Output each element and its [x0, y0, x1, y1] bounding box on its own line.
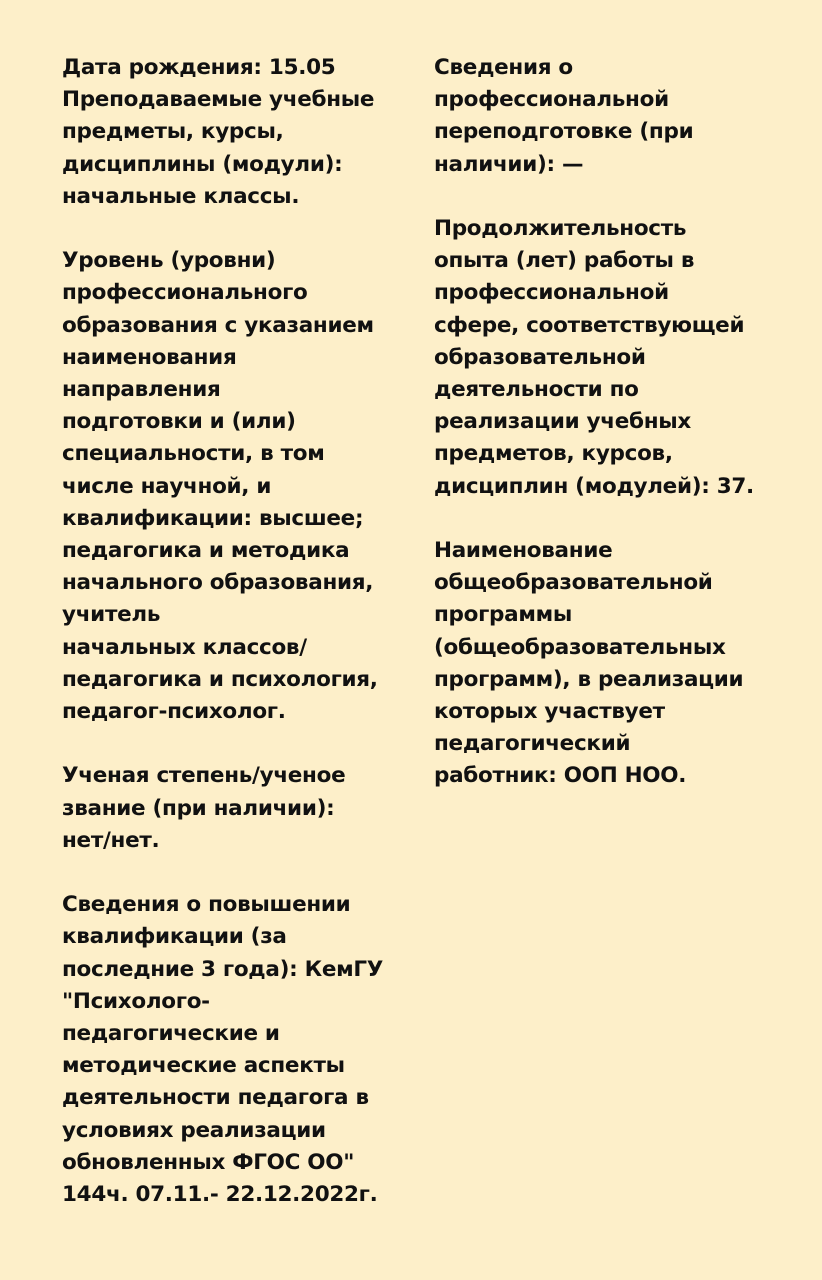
academic-degree: [62, 760, 420, 857]
text-line: начального образования,: [62, 570, 374, 596]
right-column: [434, 52, 814, 825]
text-line: звание (при наличии):: [62, 795, 335, 821]
text-line: Продолжительность: [434, 216, 687, 241]
text-line: начальные классы.: [62, 183, 300, 209]
birth-date-and-subjects: [62, 52, 420, 213]
text-line: (общеобразовательных: [434, 634, 726, 660]
text-line: числе научной, и: [62, 473, 272, 499]
text-line: дисциплины (модули):: [62, 151, 343, 177]
text-line: педагог-психолог.: [62, 699, 286, 725]
text-line: направления: [62, 377, 221, 403]
text-line: образовательной: [434, 344, 646, 370]
text-line: Уровень (уровни): [62, 248, 276, 274]
text-line: педагогический: [434, 731, 631, 757]
text-line: обновленных ФГОС ОО": [62, 1149, 355, 1175]
text-line: педагогические и: [62, 1021, 280, 1047]
education-level: [62, 245, 420, 728]
text-line: программ), в реализации: [434, 666, 744, 692]
text-line: Наименование: [434, 538, 613, 564]
text-line: образования с указанием: [62, 312, 374, 338]
text-line: учитель: [62, 602, 161, 628]
text-line: наименования: [62, 344, 237, 370]
text-line: педагогика и психология,: [62, 666, 378, 692]
text-line: профессионального: [62, 280, 308, 306]
left-column: [62, 52, 420, 1243]
text-line: условиях реализации: [62, 1117, 326, 1143]
text-line: реализации учебных: [434, 409, 691, 435]
text-line: профессиональной: [434, 87, 669, 113]
text-line: деятельности педагога в: [62, 1085, 369, 1111]
text-line: последние 3 года): КемГУ: [62, 956, 384, 982]
educational-program: [434, 535, 814, 793]
text-line: предметы, курсы,: [62, 119, 284, 145]
text-line: подготовки и (или): [62, 409, 296, 435]
text-line: педагогика и методика: [62, 538, 350, 564]
text-line: наличии): —: [434, 151, 584, 177]
work-experience: [434, 213, 814, 503]
text-line: общеобразовательной: [434, 570, 713, 596]
text-line: квалификации: высшее;: [62, 505, 364, 531]
text-line: "Психолого-: [62, 988, 210, 1014]
text-line: которых участвует: [434, 699, 665, 725]
text-line: Сведения о повышении: [62, 892, 351, 918]
text-line: работник: ООП НОО.: [434, 763, 687, 789]
text-line: деятельности по: [434, 377, 639, 403]
text-line: предметов, курсов,: [434, 441, 673, 467]
text-line: Дата рождения: 15.05: [62, 55, 336, 80]
text-line: сфере, соответствующей: [434, 312, 745, 338]
text-line: переподготовке (при: [434, 119, 694, 145]
text-line: квалификации (за: [62, 924, 287, 950]
text-line: 144ч. 07.11.- 22.12.2022г.: [62, 1182, 378, 1208]
text-line: начальных классов/: [62, 634, 307, 660]
text-line: дисциплин (модулей): 37.: [434, 473, 754, 499]
text-line: программы: [434, 602, 573, 628]
text-line: профессиональной: [434, 280, 669, 306]
text-line: нет/нет.: [62, 827, 160, 853]
text-line: Преподаваемые учебные: [62, 87, 375, 113]
text-line: специальности, в том: [62, 441, 325, 467]
professional-retraining: [434, 52, 814, 181]
text-line: Сведения о: [434, 55, 573, 80]
text-line: методические аспекты: [62, 1053, 345, 1079]
text-line: Ученая степень/ученое: [62, 763, 346, 789]
text-line: опыта (лет) работы в: [434, 248, 695, 274]
qualification-upgrade: [62, 889, 420, 1211]
